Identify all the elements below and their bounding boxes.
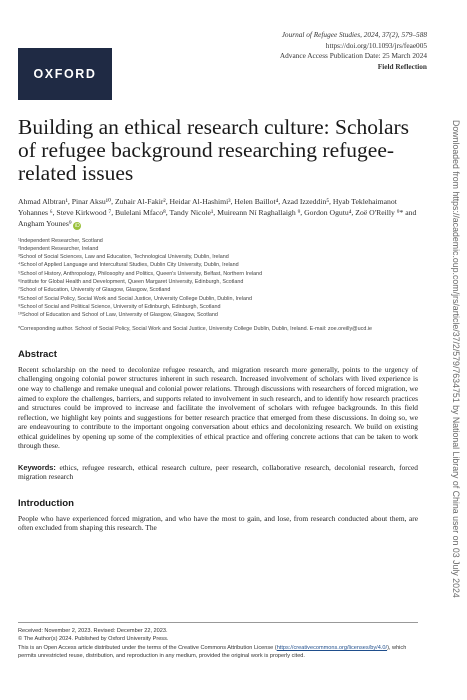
introduction-text: People who have experienced forced migration, and who have the most to gain, and lose, from research conducted about them, are often excluded from shaping this research. The	[18, 513, 418, 533]
corresponding-author: *Corresponding author. School of Social Policy, Social Work and Social Justice, University College Dublin, Dublin, Ireland. E-mail: zoe.oreilly@ucd.ie	[18, 325, 373, 332]
affiliation-item: ⁹School of Social and Political Science, University of Edinburgh, Edinburgh, Scotland	[18, 303, 221, 310]
affiliations	[18, 237, 418, 320]
oxford-logo-text: OXFORD	[33, 67, 97, 81]
license-link[interactable]: https://creativecommons.org/licenses/by/4.0/	[276, 644, 388, 651]
author-list	[18, 197, 418, 230]
footer-divider	[18, 622, 418, 623]
introduction-heading: Introduction	[18, 497, 74, 509]
abstract-text: Recent scholarship on the need to decolonize refugee research, and migration research more generally, points to the urgency of challenging ongoing colonial power structures inherent in such research. Increased involvement of scholars with lived experience is one way to challenge and remake unequal and colonial power relations. Through discussions with researchers of forced migration, we aimed to explore the challenges, barriers, and supports related to involvement in such research, and to identify how research practices and structures could be improved to increase and facilitate the involvement of scholars with refugee backgrounds. In this field reflection, we highlight key points and suggestions for better research practice that emerged from these discussions. In doing so, we are endeavouring to contribute to the important ongoing conversation about ethics and decolonizing research. We build on existing ethical guidelines by opening up some of the complexities of ethical practice and offering concrete actions that can be taken to work through these.	[18, 364, 418, 451]
affiliation-item: ¹Independent Researcher, Scotland	[18, 237, 103, 244]
keywords	[18, 463, 418, 482]
license-post: ), which permits unrestricted reuse, distribution, and reproduction in any medium, provided the original work is properly cited.	[18, 644, 407, 660]
orcid-icon[interactable]: iD	[75, 222, 80, 229]
article-body	[18, 116, 418, 533]
keywords-label: Keywords:	[18, 462, 56, 472]
received-dates: Received: November 2, 2023. Revised: December 22, 2023.	[18, 628, 168, 634]
affiliation-item: ¹⁰School of Education and School of Law, University of Glasgow, Glasgow, Scotland	[18, 312, 218, 319]
keywords-text: ethics, refugee research, ethical research culture, peer research, collaborative research, decolonial research, forced migration research	[18, 462, 418, 482]
advance-access-date: Advance Access Publication Date: 25 March 2024	[279, 51, 427, 61]
paper-title: Building an ethical research culture: Scholars of refugee background researching refugee-related issues	[18, 115, 410, 185]
affiliation-item: ²Independent Researcher, Ireland	[18, 245, 99, 252]
footer	[18, 627, 418, 661]
affiliation-item: ⁵School of History, Anthropology, Philosophy and Politics, Queen's University, Belfast, Northern Ireland	[18, 270, 263, 277]
affiliation-item: ⁷School of Education, University of Glasgow, Glasgow, Scotland	[18, 287, 171, 294]
author-names: Ahmad Albtran¹, Pinar Aksu¹⁰, Zuhair Al-Fakir², Heidar Al-Hashimi³, Helen Baillot⁴, Azad Izzeddin⁵, Hyab Teklehaimanot Yohannes ⁶, Steve Kirkwood ⁷, Bulelani Mfaco⁸, Tandy Nicole¹, Muireann Ní Raghallaigh ⁹, Gordon Ogutu⁴, Zoë O'Reilly ⁹* and Angham Younes⁹	[18, 197, 417, 228]
copyright: © The Author(s) 2024. Published by Oxford University Press.	[18, 636, 169, 643]
license-pre: This is an Open Access article distributed under the terms of the Creative Commons Attribution License (	[18, 644, 277, 651]
doi-link[interactable]: https://doi.org/10.1093/jrs/feae005	[325, 40, 427, 50]
oxford-logo	[18, 48, 112, 100]
affiliation-item: ⁴School of Applied Language and Intercultural Studies, Dublin City University, Dublin, Ireland	[18, 262, 239, 269]
article-type: Field Reflection	[377, 61, 427, 71]
affiliation-item: ⁶Institute for Global Health and Development, Queen Margaret University, Edinburgh, Scotland	[18, 279, 244, 286]
download-watermark: Downloaded from https://academic.oup.com/jrs/article/37/2/579/7634751 by National Library of China user on 03 July 2024	[451, 120, 461, 598]
abstract-heading: Abstract	[18, 348, 57, 360]
affiliation-item: ³School of Social Sciences, Law and Education, Technological University, Dublin, Ireland	[18, 254, 229, 261]
affiliation-item: ⁸School of Social Policy, Social Work and Social Justice, University College Dublin, Dublin, Ireland	[18, 295, 252, 302]
license-text	[18, 644, 418, 661]
journal-meta	[280, 30, 427, 72]
journal-citation: Journal of Refugee Studies, 2024, 37(2), 579–588	[281, 30, 427, 39]
